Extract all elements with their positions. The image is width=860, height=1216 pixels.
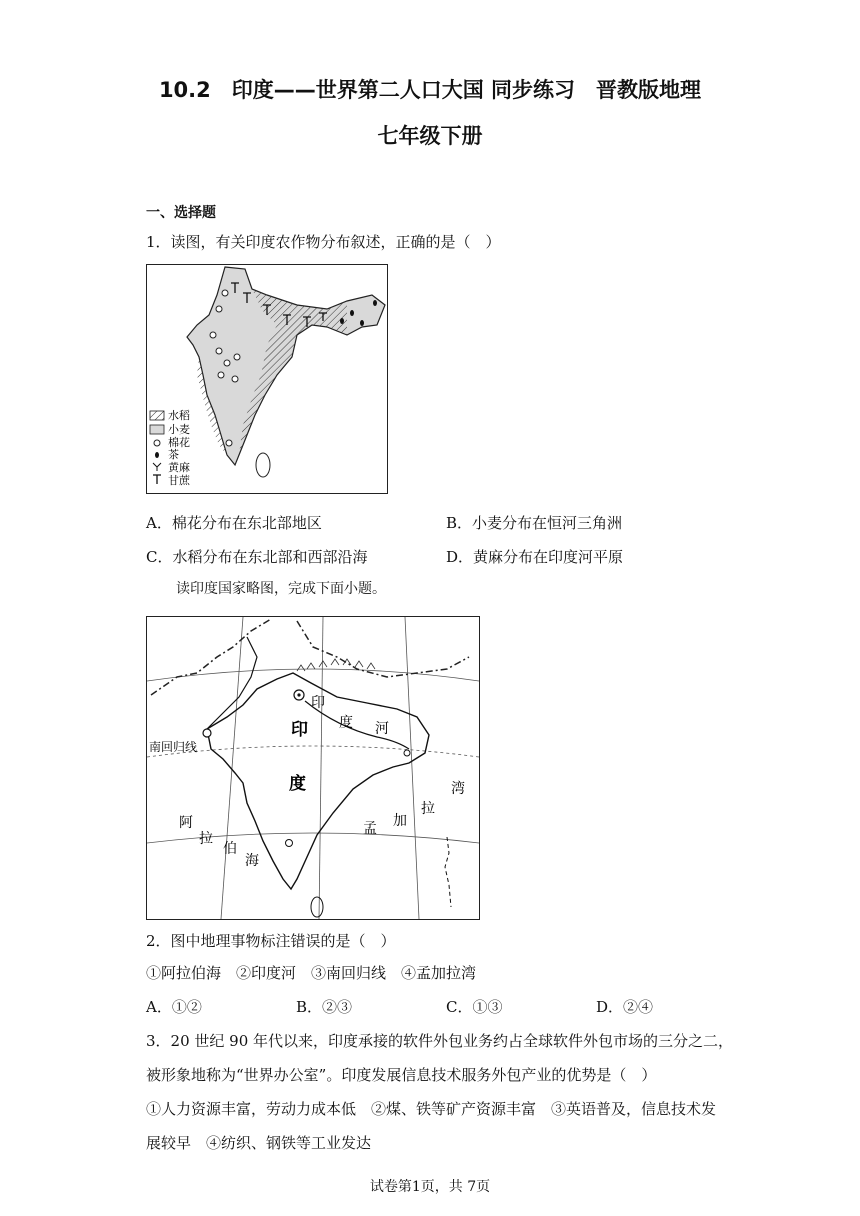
q1-option-d: D．黄麻分布在印度河平原 xyxy=(446,548,624,566)
legend-wheat: 小麦 xyxy=(168,423,190,436)
q2-stem: 2．图中地理事物标注错误的是（ ） xyxy=(146,932,396,950)
q3-line2: 被形象地称为“世界办公室”。印度发展信息技术服务外包产业的优势是（ ） xyxy=(146,1066,657,1084)
legend-jute: 黄麻 xyxy=(168,461,190,474)
sri-lanka-sketch xyxy=(311,897,323,917)
q3-line1: 3．20 世纪 90 年代以来，印度承接的软件外包业务约占全球软件外包市场的三分之二， xyxy=(146,1032,734,1050)
label-arab-4: 海 xyxy=(245,853,259,869)
legend-cotton: 棉花 xyxy=(168,436,190,449)
q2-option-a: A．①② xyxy=(146,998,202,1016)
label-bengal-4: 湾 xyxy=(451,781,465,797)
label-du: 度 xyxy=(289,774,306,794)
andaman-islands xyxy=(445,837,451,907)
label-tropic: 南回归线 xyxy=(149,740,198,754)
q2-option-b: B．②③ xyxy=(296,998,353,1016)
page-footer: 试卷第1页，共 7页 xyxy=(369,1179,491,1195)
q2-option-d: D．②④ xyxy=(596,998,654,1016)
q1-option-b: B．小麦分布在恒河三角洲 xyxy=(446,514,623,532)
label-river-1: 印 xyxy=(311,695,325,711)
doc-title-line2: 七年级下册 xyxy=(377,124,483,148)
label-river-2: 度 xyxy=(339,715,353,731)
q1-option-c: C．水稻分布在东北部和西部沿海 xyxy=(146,548,368,566)
city-marker-east xyxy=(404,750,410,756)
city-marker-south xyxy=(286,840,293,847)
q3-line3: ①人力资源丰富，劳动力成本低 ②煤、铁等矿产资源丰富 ③英语普及，信息技术发 xyxy=(146,1100,717,1118)
q2-items: ①阿拉伯海 ②印度河 ③南回归线 ④孟加拉湾 xyxy=(146,964,477,982)
legend-rice: 水稻 xyxy=(168,409,190,422)
india-map-svg xyxy=(147,617,479,919)
label-bengal-3: 拉 xyxy=(421,801,435,817)
label-river-3: 河 xyxy=(375,721,389,737)
map-intro: 读印度国家略图，完成下面小题。 xyxy=(176,581,386,597)
crop-map xyxy=(146,264,388,494)
label-arab-2: 拉 xyxy=(199,831,213,847)
crop-map-svg xyxy=(147,265,387,493)
section-heading: 一、选择题 xyxy=(146,205,216,221)
label-arab-1: 阿 xyxy=(179,815,193,831)
q1-option-a: A．棉花分布在东北部地区 xyxy=(146,514,322,532)
legend-tea: 茶 xyxy=(168,448,179,461)
northern-border xyxy=(151,619,469,695)
label-arab-3: 伯 xyxy=(223,841,237,857)
q1-stem: 1．读图，有关印度农作物分布叙述，正确的是（ ） xyxy=(146,233,501,251)
label-bengal-2: 加 xyxy=(393,813,407,829)
label-bengal-1: 孟 xyxy=(363,821,377,837)
q2-option-c: C．①③ xyxy=(446,998,503,1016)
label-yin: 印 xyxy=(291,720,308,740)
india-map xyxy=(146,616,480,920)
indus-line xyxy=(207,637,257,729)
legend-sugarcane: 甘蔗 xyxy=(168,474,190,487)
sri-lanka-shape xyxy=(256,453,270,477)
graticule xyxy=(147,617,479,919)
city-marker-west xyxy=(203,729,211,737)
crop-legend xyxy=(150,408,191,487)
q3-line4: 展较早 ④纺织、钢铁等工业发达 xyxy=(146,1134,372,1152)
doc-title-line1: 10.2 印度——世界第二人口大国 同步练习 晋教版地理 xyxy=(158,78,702,102)
